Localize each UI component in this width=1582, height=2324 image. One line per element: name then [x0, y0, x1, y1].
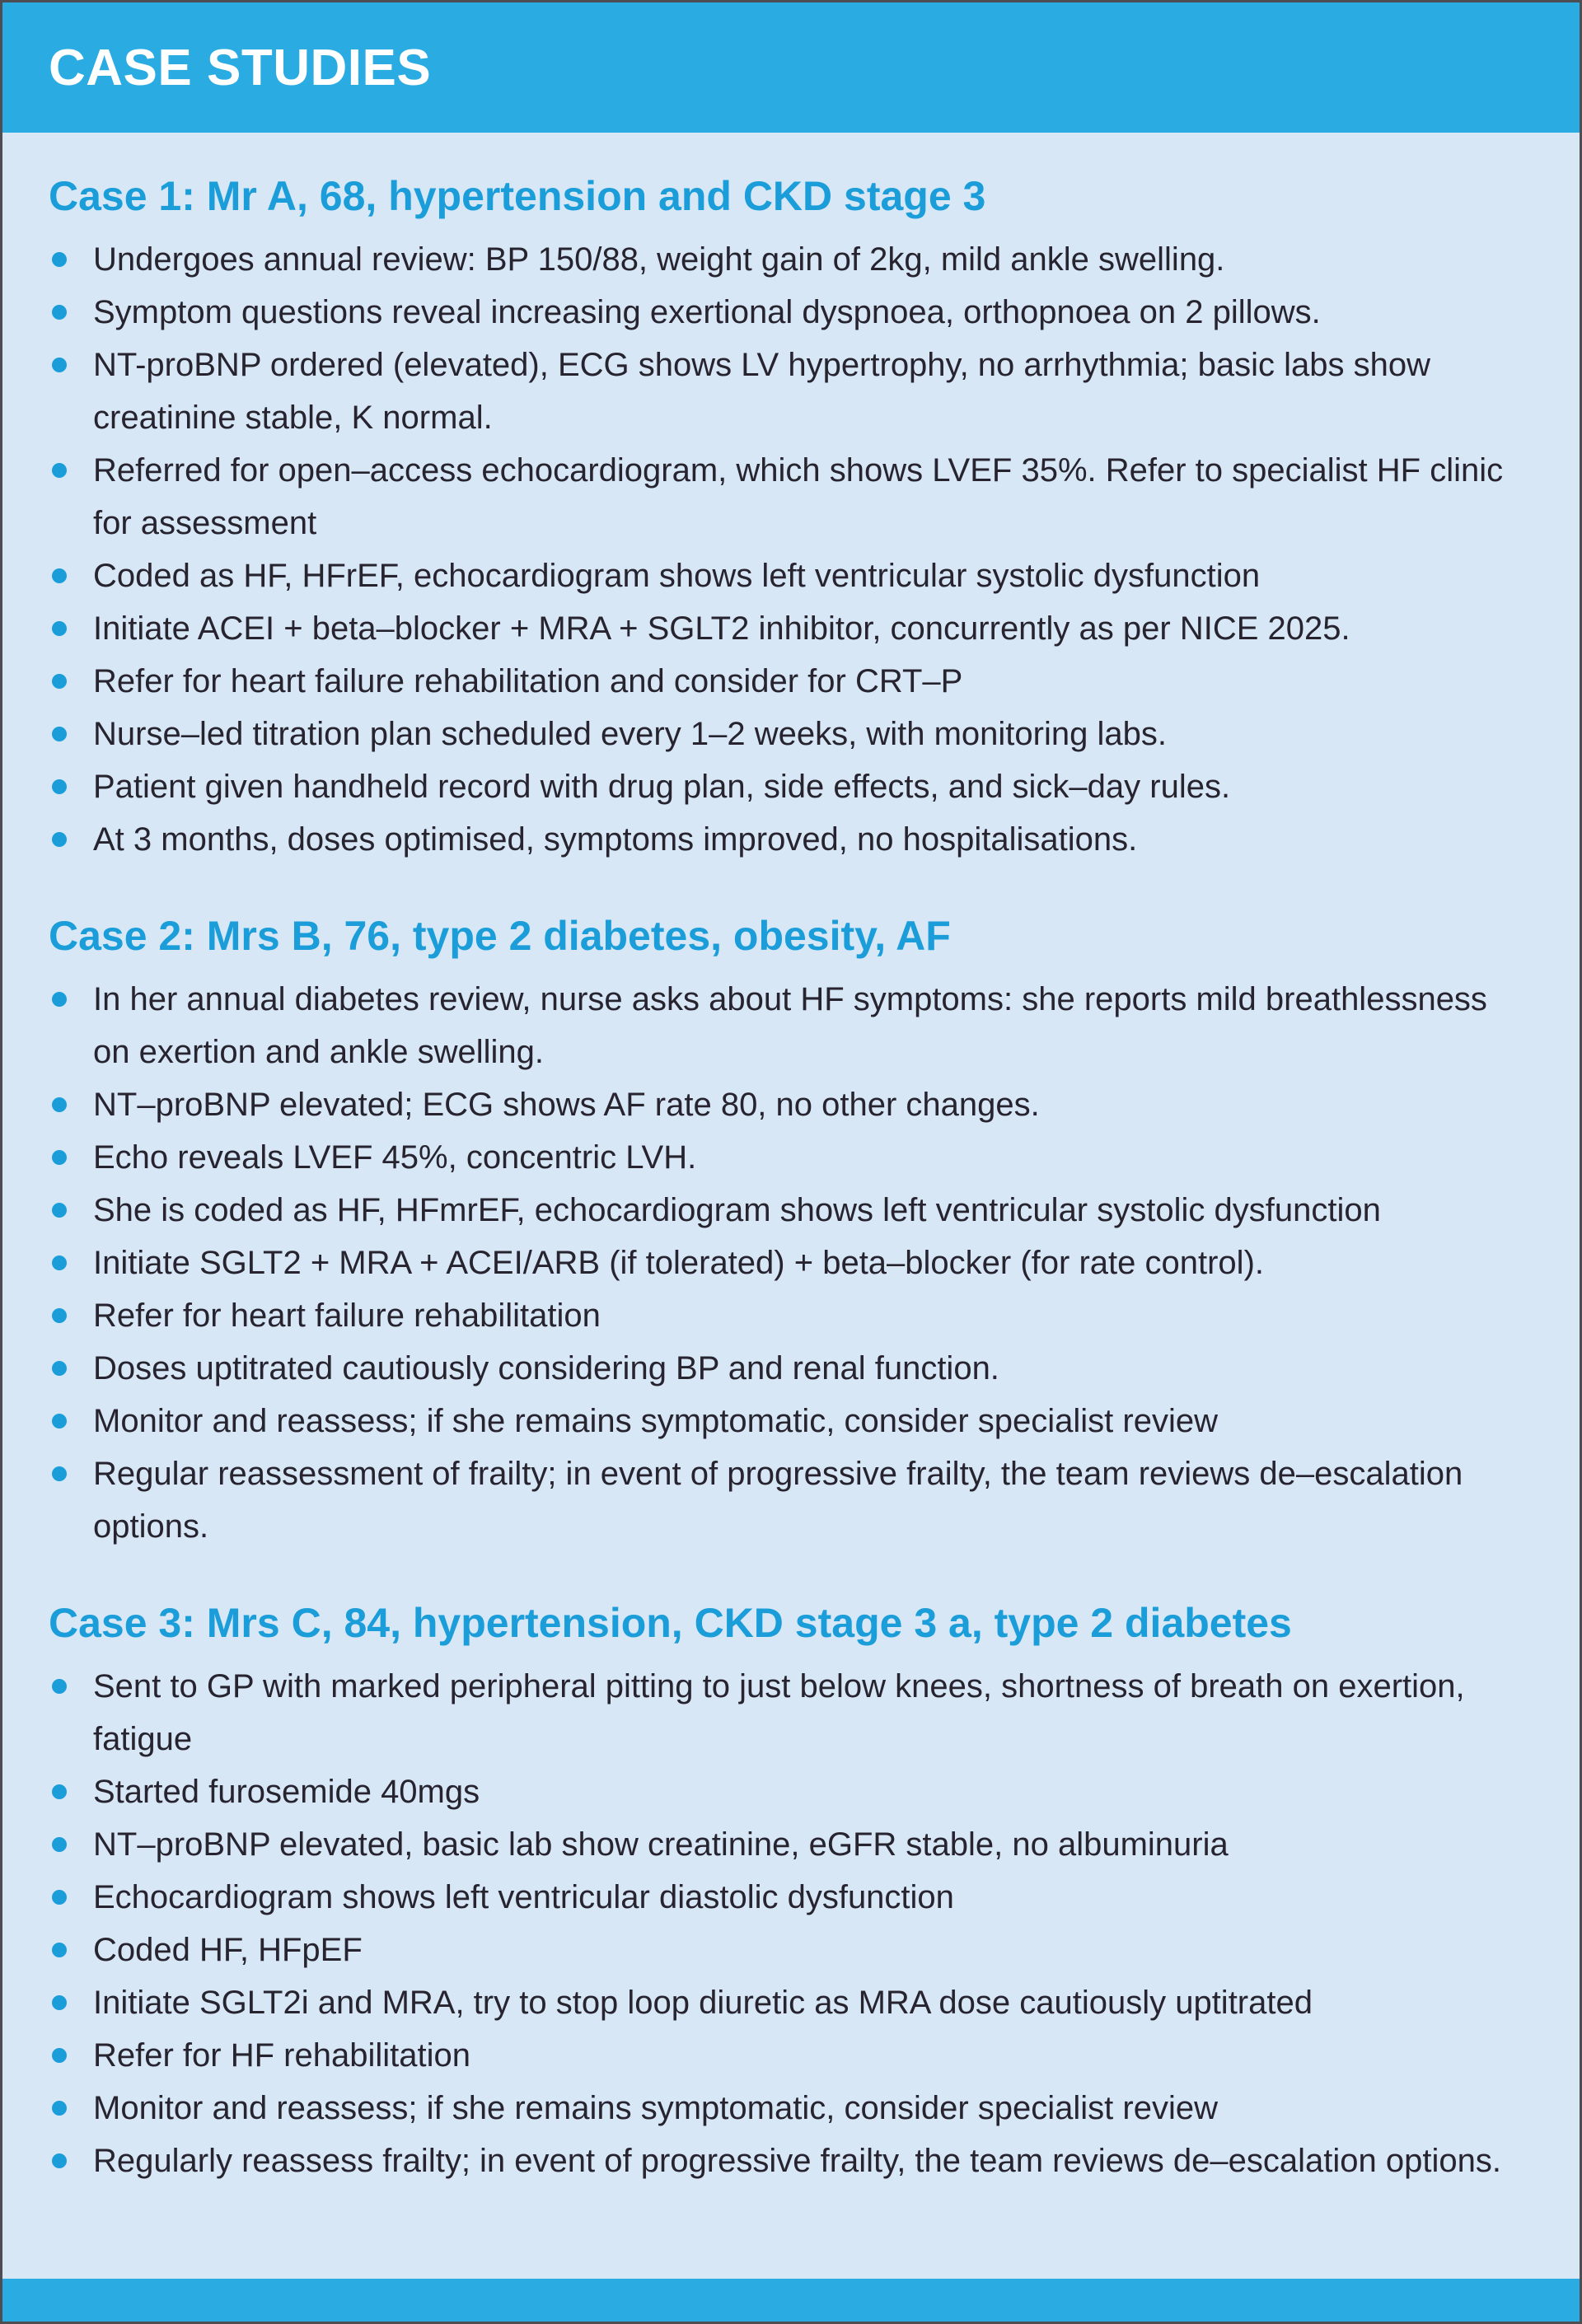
case-bullet [49, 760, 1532, 813]
case-bullet [49, 1289, 1532, 1342]
bullet-text: Started furosemide 40mgs [93, 1774, 480, 1810]
case-bullet [49, 1660, 1532, 1765]
case-bullet [49, 1237, 1532, 1289]
bullet-text: Nurse–led titration plan scheduled every 1–2 weeks, with monitoring labs. [93, 716, 1167, 752]
bullet-text: Refer for heart failure rehabilitation [93, 1298, 601, 1334]
case-bullet [49, 2082, 1532, 2135]
case-section [49, 1599, 1532, 2187]
bullet-dot-icon [52, 1943, 67, 1957]
bullet-dot-icon [52, 1361, 67, 1376]
case-bullet [49, 1818, 1532, 1871]
bullet-text: She is coded as HF, HFmrEF, echocardiogram shows left ventricular systolic dysfunction [93, 1192, 1381, 1228]
bullet-dot-icon [52, 992, 67, 1007]
bullet-dot-icon [52, 252, 67, 267]
case-bullet [49, 549, 1532, 602]
bullet-dot-icon [52, 1203, 67, 1218]
bullet-text: In her annual diabetes review, nurse asks about HF symptoms: she reports mild breathlessness on exertion and ankle swelling. [93, 981, 1487, 1070]
bullet-dot-icon [52, 1097, 67, 1112]
bullet-dot-icon [52, 1466, 67, 1481]
bullet-text: Refer for heart failure rehabilitation and consider for CRT–P [93, 663, 963, 699]
bullet-dot-icon [52, 2048, 67, 2063]
bullet-text: NT–proBNP elevated, basic lab show creatinine, eGFR stable, no albuminuria [93, 1826, 1229, 1863]
bullet-text: Refer for HF rehabilitation [93, 2037, 470, 2074]
bullet-text: Patient given handheld record with drug plan, side effects, and sick–day rules. [93, 769, 1231, 805]
case-bullet [49, 708, 1532, 760]
bullet-dot-icon [52, 832, 67, 847]
case-heading: Case 3: Mrs C, 84, hypertension, CKD stage 3 a, type 2 diabetes [49, 1600, 1292, 1646]
footer-bar [2, 2279, 1580, 2322]
bullet-dot-icon [52, 779, 67, 794]
case-bullet [49, 1871, 1532, 1924]
case-bullet-list [49, 973, 1532, 1553]
bullet-text: Sent to GP with marked peripheral pitting to just below knees, shortness of breath on exertion, fatigue [93, 1668, 1465, 1757]
bullet-dot-icon [52, 463, 67, 478]
case-bullet [49, 602, 1532, 655]
case-bullet [49, 444, 1532, 549]
cases-container [2, 133, 1580, 2279]
bullet-text: Regularly reassess frailty; in event of progressive frailty, the team reviews de–escalation options. [93, 2143, 1501, 2179]
bullet-text: At 3 months, doses optimised, symptoms improved, no hospitalisations. [93, 821, 1138, 858]
bullet-text: Coded HF, HFpEF [93, 1932, 363, 1968]
bullet-text: Symptom questions reveal increasing exertional dyspnoea, orthopnoea on 2 pillows. [93, 294, 1321, 330]
case-section [49, 172, 1532, 866]
case-bullet [49, 973, 1532, 1078]
case-bullet-list [49, 233, 1532, 866]
bullet-dot-icon [52, 1890, 67, 1905]
case-bullet-list [49, 1660, 1532, 2187]
bullet-text: Initiate ACEI + beta–blocker + MRA + SGLT2 inhibitor, concurrently as per NICE 2025. [93, 610, 1350, 647]
bullet-dot-icon [52, 1679, 67, 1694]
case-bullet [49, 1078, 1532, 1131]
bullet-text: Coded as HF, HFrEF, echocardiogram shows left ventricular systolic dysfunction [93, 558, 1261, 594]
bullet-dot-icon [52, 1995, 67, 2010]
bullet-dot-icon [52, 2101, 67, 2116]
bullet-dot-icon [52, 358, 67, 372]
case-bullet [49, 813, 1532, 866]
case-bullet [49, 1342, 1532, 1395]
case-bullet [49, 1447, 1532, 1553]
case-section [49, 912, 1532, 1553]
case-bullet [49, 1395, 1532, 1447]
bullet-dot-icon [52, 1837, 67, 1852]
bullet-dot-icon [52, 568, 67, 583]
case-bullet [49, 1131, 1532, 1184]
bullet-dot-icon [52, 305, 67, 320]
bullet-dot-icon [52, 674, 67, 689]
bullet-text: NT–proBNP elevated; ECG shows AF rate 80, no other changes. [93, 1087, 1040, 1123]
bullet-text: Referred for open–access echocardiogram, which shows LVEF 35%. Refer to specialist HF clinic for assessment [93, 452, 1504, 541]
bullet-text: Echo reveals LVEF 45%, concentric LVH. [93, 1139, 697, 1176]
header-bar [2, 2, 1580, 133]
bullet-text: Initiate SGLT2 + MRA + ACEI/ARB (if tolerated) + beta–blocker (for rate control). [93, 1245, 1264, 1281]
bullet-text: NT-proBNP ordered (elevated), ECG shows LV hypertrophy, no arrhythmia; basic labs show creatinine stable, K normal. [93, 347, 1430, 436]
bullet-text: Regular reassessment of frailty; in event of progressive frailty, the team reviews de–escalation options. [93, 1456, 1463, 1545]
bullet-text: Monitor and reassess; if she remains symptomatic, consider specialist review [93, 1403, 1218, 1439]
bullet-dot-icon [52, 1150, 67, 1165]
case-bullet [49, 339, 1532, 444]
case-bullet [49, 2029, 1532, 2082]
bullet-text: Initiate SGLT2i and MRA, try to stop loop diuretic as MRA dose cautiously uptitrated [93, 1985, 1313, 2021]
case-bullet [49, 1976, 1532, 2029]
bullet-text: Undergoes annual review: BP 150/88, weight gain of 2kg, mild ankle swelling. [93, 241, 1225, 278]
bullet-dot-icon [52, 1308, 67, 1323]
bullet-text: Monitor and reassess; if she remains symptomatic, consider specialist review [93, 2090, 1218, 2126]
case-bullet [49, 1765, 1532, 1818]
case-bullet [49, 286, 1532, 339]
bullet-dot-icon [52, 1414, 67, 1429]
bullet-dot-icon [52, 1256, 67, 1270]
case-bullet [49, 233, 1532, 286]
case-heading: Case 2: Mrs B, 76, type 2 diabetes, obesity, AF [49, 913, 951, 959]
bullet-text: Echocardiogram shows left ventricular diastolic dysfunction [93, 1879, 954, 1915]
case-bullet [49, 1924, 1532, 1976]
bullet-dot-icon [52, 1784, 67, 1799]
case-bullet [49, 655, 1532, 708]
page-title: CASE STUDIES [49, 39, 432, 96]
bullet-dot-icon [52, 2153, 67, 2168]
bullet-dot-icon [52, 727, 67, 741]
bullet-text: Doses uptitrated cautiously considering BP and renal function. [93, 1350, 999, 1386]
bullet-dot-icon [52, 621, 67, 636]
case-bullet [49, 1184, 1532, 1237]
case-heading: Case 1: Mr A, 68, hypertension and CKD stage 3 [49, 173, 986, 219]
case-bullet [49, 2135, 1532, 2187]
